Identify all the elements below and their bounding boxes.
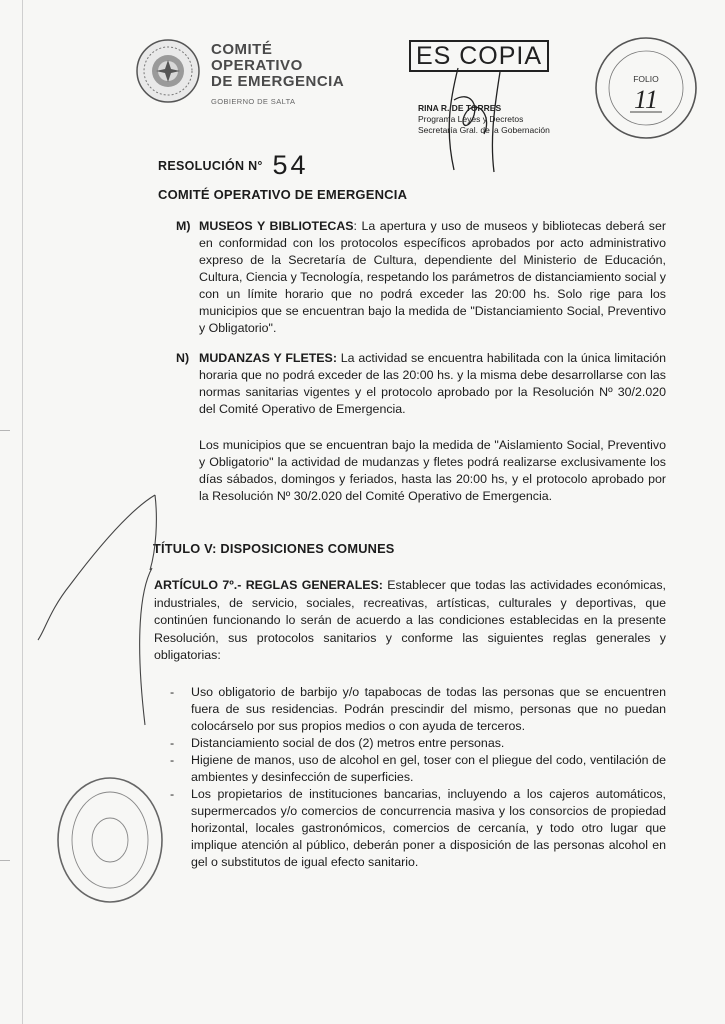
article-text: Establecer que todas las actividades económicas, industriales, de servicio, sociales, recreativas, artísticas, culturales y deportivas, que continúen funcionando lo serán de acuerdo a las condiciones establecidas en la presente Resolución, sus protocolos sanitarios y conforme las siguientes reglas generales y obligatorias: bbox=[154, 578, 666, 662]
item-letter: N) bbox=[176, 351, 190, 365]
page-edge-tick bbox=[0, 860, 10, 861]
general-rules-list bbox=[170, 684, 666, 871]
org-line-2: OPERATIVO bbox=[211, 57, 303, 74]
org-line-1: COMITÉ bbox=[211, 41, 273, 58]
list-item: - Los propietarios de instituciones bancarias, incluyendo a los cajeros automáticos, supermercados y/o comercios de concurrencia masiva y los consorcios de propiedad horizontal, locales gastronómicos, comercios de cercanía, y todo otro lugar que implique atención al público, deberán poner a disposición de las personas alcohol en gel o substitutos de igual efecto sanitario. bbox=[170, 787, 666, 869]
org-line-3: DE EMERGENCIA bbox=[211, 73, 345, 90]
item-text: La actividad se encuentra habilitada con la única limitación horaria que no podrá exceder de las 20:00 hs. y la misma debe desarrollarse con las normas sanitarias vigentes y el protocolo aprobado por la Resolución Nº 30/2.020 del Comité Operativo de Emergencia. bbox=[199, 351, 666, 416]
list-item: - Higiene de manos, uso de alcohol en gel, toser con el pliegue del codo, ventilación de ambientes y desinfección de superficies. bbox=[170, 753, 666, 784]
rule-text: Los propietarios de instituciones bancarias, incluyendo a los cajeros automáticos, supermercados y/o comercios de concurrencia masiva y los consorcios de propiedad horizontal, locales gastronómicos, comercios de cercanía, y todo otro lugar que implique atención al público, deberán poner a disposición de las personas alcohol en gel o substitutos de igual efecto sanitario. bbox=[191, 787, 666, 869]
folio-number: 11 bbox=[633, 85, 659, 114]
signatory-department: Secretaría Gral. de la Gobernación bbox=[418, 125, 550, 135]
list-item: - Uso obligatorio de barbijo y/o tapabocas de todas las personas que se encuentren fuera de sus residencias. Podrán prescindir del mismo, personas que no puedan colocárselo por sus propios medios o con ayuda de terceros. bbox=[170, 685, 666, 733]
organization-name bbox=[211, 42, 344, 110]
mudanzas-aspo-paragraph: Los municipios que se encuentran bajo la medida de "Aislamiento Social, Preventivo y Obligatorio" la actividad de mudanzas y fletes podrá realizarse exclusivamente los días sábados, domingos y feriados, hasta las 20:00 hs, y el protocolo aprobado por la Resolución Nº 30/2.020 del Comité Operativo de Emergencia. bbox=[199, 438, 666, 503]
item-title: MUDANZAS Y FLETES: bbox=[199, 351, 337, 365]
coat-of-arms-logo bbox=[135, 38, 201, 104]
resolution-number-line bbox=[158, 150, 309, 181]
resolution-number: 54 bbox=[272, 150, 309, 180]
signatory-office: Programa Leyes y Decretos bbox=[418, 114, 524, 124]
signatory-name: RINA R. DE TORRES bbox=[418, 103, 502, 113]
section-item-m bbox=[176, 218, 666, 337]
signatory-block bbox=[418, 103, 550, 136]
margin-pen-stroke bbox=[30, 490, 160, 730]
rule-text: Higiene de manos, uso de alcohol en gel, toser con el pliegue del codo, ventilación de ambientes y desinfección de superficies. bbox=[191, 753, 666, 784]
list-item: - Distanciamiento social de dos (2) metros entre personas. bbox=[170, 736, 505, 750]
rule-text: Distanciamiento social de dos (2) metros entre personas. bbox=[191, 736, 505, 750]
article-heading: ARTÍCULO 7º.- REGLAS GENERALES: bbox=[154, 578, 383, 592]
folio-label: FOLIO bbox=[633, 74, 659, 84]
government-seal-stamp bbox=[52, 770, 172, 910]
rule-text: Uso obligatorio de barbijo y/o tapabocas de todas las personas que se encuentren fuera de sus residencias. Podrán prescindir del mismo, personas que no puedan colocárselo por sus propios medios o con ayuda de terceros. bbox=[191, 685, 666, 733]
page-edge-line bbox=[22, 0, 23, 1024]
resolution-label: RESOLUCIÓN N° bbox=[158, 159, 263, 173]
folio-stamp bbox=[590, 32, 702, 142]
org-subtitle: GOBIERNO DE SALTA bbox=[211, 97, 296, 106]
document-heading: COMITÉ OPERATIVO DE EMERGENCIA bbox=[158, 187, 408, 202]
article-7 bbox=[154, 577, 666, 665]
item-text: : La apertura y uso de museos y bibliotecas deberá ser en conformidad con los protocolos específicos aprobados por acto administrativo expreso de la Secretaría de Cultura, dependiente del Ministerio de Educación, Cultura, Ciencia y Tecnología, respetando los parámetros de distanciamiento social y con un límite horario que no podrá exceder las 20:00 hs. Solo rige para los municipios que se encuentran bajo la medida de "Distanciamiento Social, Preventivo y Obligatorio". bbox=[199, 219, 666, 335]
item-letter: M) bbox=[176, 219, 191, 233]
title-v-heading: TÍTULO V: DISPOSICIONES COMUNES bbox=[153, 541, 395, 556]
section-item-n bbox=[176, 350, 666, 418]
page-edge-tick bbox=[0, 430, 10, 431]
copy-stamp: ES COPIA bbox=[409, 40, 549, 72]
item-title: MUSEOS Y BIBLIOTECAS bbox=[199, 219, 354, 233]
